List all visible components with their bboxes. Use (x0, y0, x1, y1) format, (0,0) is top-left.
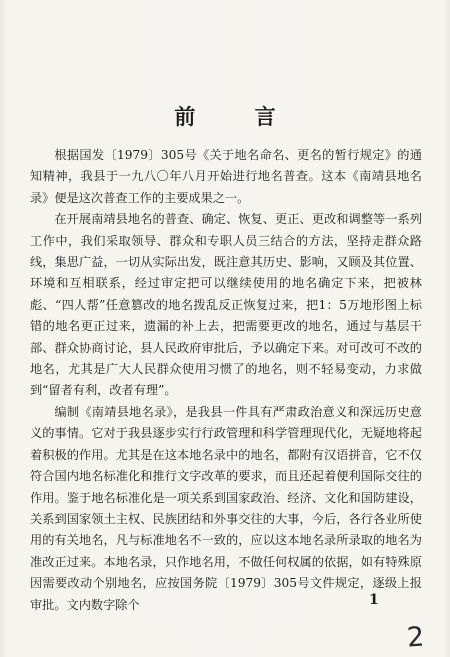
paragraph-1: 根据国发〔1979〕305号《关于地名命名、更名的暂行规定》的通知精神，我县于一九八〇年八月开始进行地名普查。这本《南靖县地名录》便是这次普查工作的主要成果之一。 (30, 148, 422, 205)
document-body (30, 145, 422, 616)
paragraph-3: 编制《南靖县地名录》，是我县一件具有严肃政治意义和深远历史意义的事情。它对于我县逐步实行行政管理和科学管理现代化，无疑地将起着积极的作用。尤其是在这本地名录中的地名，都附有汉语拼音，它不仅符合国内地名标准化和推行文字改革的要求，而且还起着便利国际交往的作用。鉴于地名标准化是一项关系到国家政治、经济、文化和国防建设，关系到国家领土主权、民族团结和外事交往的大事，今后，各行各业所使用的有关地名，凡与标准地名不一致的，应以这本地名录所录取的地名为准改正过来。本地名录，只作地名用，不做任何权属的依据，如有特殊原因需要改动个别地名，应按国务院〔1979〕305号文件规定，逐级上报审批。文内数字除个 (30, 404, 422, 612)
page-title: 前 言 (174, 104, 302, 129)
handwritten-page-mark: 2 (405, 621, 426, 654)
page-number: 1 (369, 592, 379, 608)
paragraph-2: 在开展南靖县地名的普查、确定、恢复、更正、更改和调整等一系列工作中，我们采取领导、群众和专职人员三结合的方法，坚持走群众路线，集思广益，一切从实际出发，既注意其历史、影响，又顾及其位置、环境和互相联系，经过审定把可以继续使用的地名确定下来，把被林彪、“四人帮”任意篡改的地名拨乱反正恢复过来，把1：5万地形图上标错的地名更正过来，遗漏的补上去，把需要更改的地名，通过与基层干部、群众协商讨论，县人民政府审批后，予以确定下来。对可改可不改的地名，尤其是广大人民群众使用习惯了的地名，则不轻易变动，力求做到“留者有利，改者有理”。 (30, 212, 422, 398)
